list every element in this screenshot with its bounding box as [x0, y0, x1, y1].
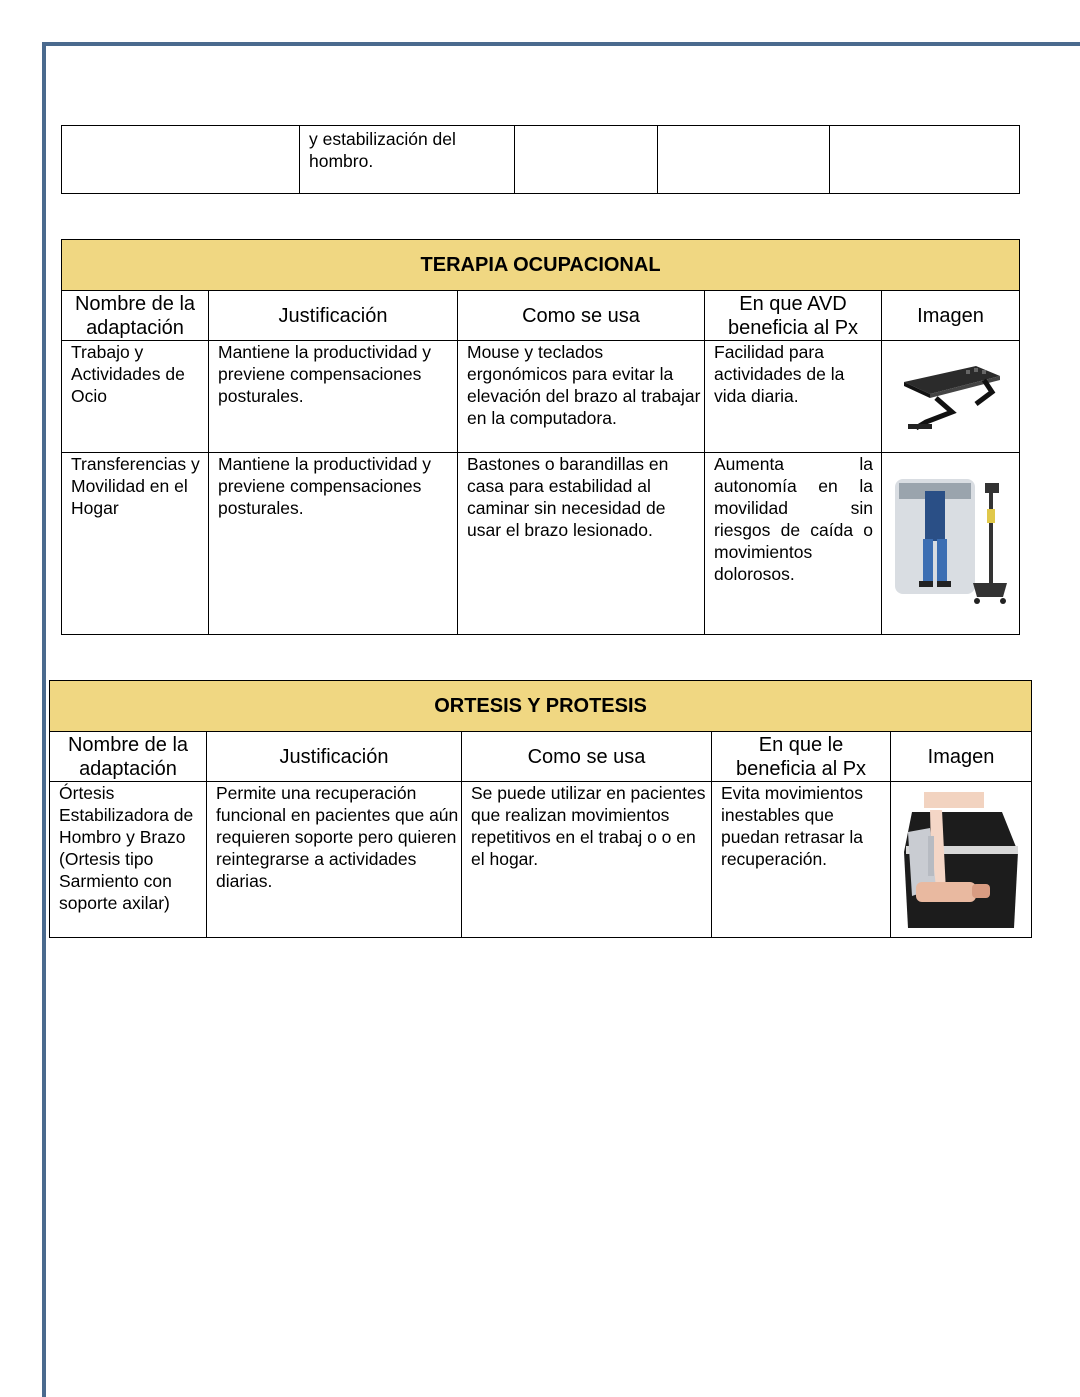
row-justificacion: Mantiene la productividad y previene compensaciones posturales. [209, 341, 458, 453]
table-row [50, 782, 1032, 938]
header-justificacion: Justificación [207, 732, 462, 782]
terapia-title: TERAPIA OCUPACIONAL [62, 240, 1020, 291]
ortesis-title: ORTESIS Y PROTESIS [50, 681, 1032, 732]
row-uso: Bastones o barandillas en casa para estabilidad al caminar sin necesidad de usar el brazo lesionado. [458, 453, 705, 635]
quad-cane-image [882, 453, 1020, 635]
row-beneficio: Evita movimientos inestables que puedan retrasar la recuperación. [712, 782, 891, 938]
header-uso: Como se usa [458, 291, 705, 341]
cont-cell [62, 126, 300, 194]
header-nombre: Nombre de la adaptación [50, 732, 207, 782]
row-beneficio: Aumenta la autonomía en la movilidad sin riesgos de caída o movimientos dolorosos. [705, 453, 882, 635]
header-imagen: Imagen [891, 732, 1032, 782]
terapia-table [61, 239, 1020, 635]
laptop-stand-image [882, 341, 1020, 453]
table-row [62, 453, 1020, 635]
ortesis-table [49, 680, 1032, 938]
row-nombre: Trabajo y Actividades de Ocio [62, 341, 209, 453]
shoulder-brace-image [891, 782, 1032, 938]
table-row [62, 341, 1020, 453]
row-justificacion: Mantiene la productividad y previene compensaciones posturales. [209, 453, 458, 635]
cont-cell [515, 126, 658, 194]
row-nombre: Transferencias y Movilidad en el Hogar [62, 453, 209, 635]
page-border-top [42, 42, 1080, 46]
row-nombre: Órtesis Estabilizadora de Hombro y Brazo (Ortesis tipo Sarmiento con soporte axilar) [50, 782, 207, 938]
header-beneficio: En que le beneficia al Px [712, 732, 891, 782]
header-beneficio: En que AVD beneficia al Px [705, 291, 882, 341]
header-nombre: Nombre de la adaptación [62, 291, 209, 341]
cont-cell [830, 126, 1020, 194]
header-justificacion: Justificación [209, 291, 458, 341]
continuation-table [61, 125, 1020, 194]
row-beneficio: Facilidad para actividades de la vida diaria. [705, 341, 882, 453]
header-imagen: Imagen [882, 291, 1020, 341]
header-uso: Como se usa [462, 732, 712, 782]
row-uso: Se puede utilizar en pacientes que realizan movimientos repetitivos en el trabaj o o en el hogar. [462, 782, 712, 938]
cont-cell [658, 126, 830, 194]
row-justificacion: Permite una recuperación funcional en pacientes que aún requieren soporte pero quieren reintegrarse a actividades diarias. [207, 782, 462, 938]
row-uso: Mouse y teclados ergonómicos para evitar la elevación del brazo al trabajar en la computadora. [458, 341, 705, 453]
page-border-left [42, 42, 46, 1397]
cont-cell: y estabilización del hombro. [300, 126, 515, 194]
